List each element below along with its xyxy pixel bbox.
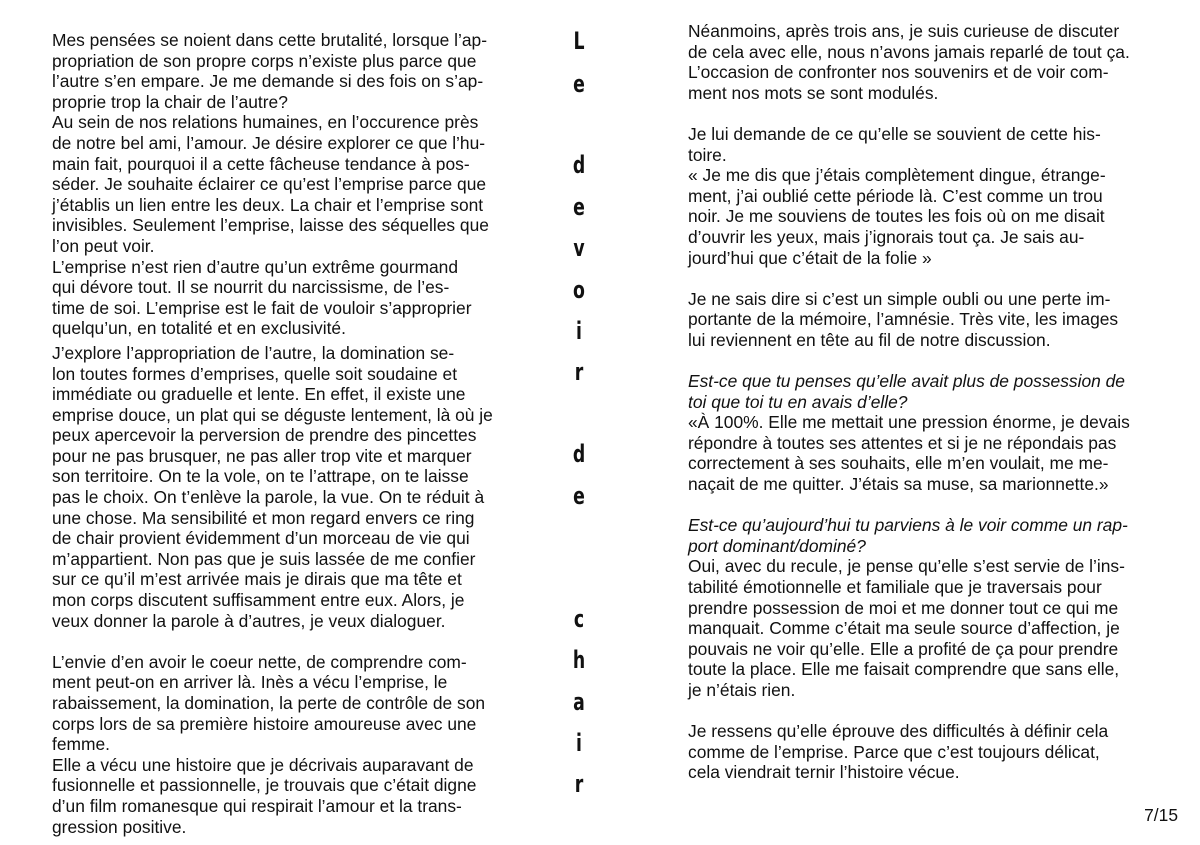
text-line: pour ne pas brusquer, ne pas aller trop vite et marquer	[52, 445, 472, 466]
title-letter: h	[572, 646, 586, 674]
text-line: j’établis un lien entre les deux. La chair et l’emprise sont	[52, 194, 484, 215]
title-letter: e	[573, 70, 585, 98]
title-letter: d	[572, 151, 586, 179]
text-line: time de soi. L’emprise est le fait de vouloir s’approprier	[52, 297, 472, 318]
text-line: veux donner la parole à d’autres, je veux dialoguer.	[52, 610, 446, 631]
text-line: Je ressens qu’elle éprouve des difficultés à définir cela	[688, 721, 1109, 742]
title-letter: i	[576, 317, 582, 345]
text-line: séder. Je souhaite éclairer ce qu’est l’emprise parce que	[52, 174, 487, 195]
title-letter: r	[574, 770, 584, 798]
title-letter: i	[576, 729, 582, 757]
text-line: cela viendrait ternir l’histoire vécue.	[688, 762, 960, 783]
text-line: une chose. Ma sensibilité et mon regard envers ce ring	[52, 507, 475, 528]
text-line: ment peut-on en arriver là. Inès a vécu l’emprise, le	[52, 672, 448, 693]
question-line: Est-ce que tu penses qu’elle avait plus de possession de	[688, 371, 1125, 392]
text-line: proprie trop la chair de l’autre?	[52, 91, 288, 112]
text-line: toute la place. Elle me faisait comprendre que sans elle,	[688, 659, 1120, 680]
text-line: Oui, avec du recule, je pense qu’elle s’est servie de l’ins-	[688, 556, 1125, 577]
title-letter: L	[573, 27, 585, 55]
text-line: «À 100%. Elle me mettait une pression énorme, je devais	[688, 412, 1130, 433]
text-line: Au sein de nos relations humaines, en l’occurence près	[52, 112, 479, 133]
text-line: de chair provient évidemment d’un morceau de vie qui	[52, 528, 470, 549]
title-letter: c	[573, 605, 585, 633]
text-line: jourd’hui que c’était de la folie »	[688, 247, 932, 268]
text-line: m’appartient. Non pas que je suis lassée de me confier	[52, 548, 476, 569]
text-line: Mes pensées se noient dans cette brutalité, lorsque l’ap-	[52, 30, 488, 50]
question-line: port dominant/dominé?	[688, 535, 866, 556]
text-line: immédiate ou graduelle et lente. En effet, il existe une	[52, 384, 466, 405]
text-line: de cela avec elle, nous n’avons jamais reparlé de tout ça.	[688, 41, 1130, 62]
text-line: L’emprise n’est rien d’autre qu’un extrême gourmand	[52, 256, 459, 277]
title-letter: r	[574, 358, 584, 386]
text-line: lui reviennent en tête au fil de notre discussion.	[688, 329, 1051, 350]
text-line: d’un film romanesque qui respirait l’amour et la trans-	[52, 795, 462, 816]
text-line: invisibles. Seulement l’emprise, laisse des séquelles que	[52, 215, 489, 236]
text-line: son territoire. On te la vole, on te l’attrape, on te laisse	[52, 466, 469, 487]
text-line: ment, j’ai oublié cette période là. C’est comme un trou	[688, 185, 1103, 206]
text-line: toire.	[688, 144, 727, 165]
text-line: peux apercevoir la perversion de prendre des pincettes	[52, 425, 477, 446]
text-line: correctement à ses souhaits, elle m’en voulait, me me-	[688, 453, 1109, 474]
text-line: répondre à toutes ses attentes et si je ne répondais pas	[688, 432, 1117, 453]
text-line: ment nos mots se sont modulés.	[688, 82, 939, 103]
text-line: tabilité émotionnelle et familiale que je traversais pour	[688, 577, 1102, 598]
text-line: je n’étais rien.	[688, 680, 796, 700]
text-line: lon toutes formes d’emprises, quelle soit soudaine et	[52, 363, 458, 384]
text-line: prendre possession de moi et me donner tout ce qui me	[688, 597, 1119, 618]
text-line: L’envie d’en avoir le coeur nette, de comprendre com-	[52, 651, 467, 672]
page-number: 7/15	[1144, 805, 1178, 825]
text-line: J’explore l’appropriation de l’autre, la domination se-	[52, 342, 455, 363]
text-line: Je ne sais dire si c’est un simple oubli ou une perte im-	[688, 288, 1111, 309]
text-line: corps lors de sa première histoire amoureuse avec une	[52, 713, 477, 734]
text-line: mon corps discutent suffisamment entre eux. Alors, je	[52, 590, 465, 611]
text-line: de notre bel ami, l’amour. Je désire explorer ce que l’hu-	[52, 132, 486, 153]
title-letter: v	[573, 234, 585, 262]
vertical-title	[566, 28, 592, 828]
text-line: Néanmoins, après trois ans, je suis curieuse de discuter	[688, 21, 1120, 41]
text-line: l’autre s’en empare. Je me demande si des fois on s’ap-	[52, 71, 484, 92]
text-line: manquait. Comme c’était ma seule source d’affection, je	[688, 618, 1120, 639]
text-line: L’occasion de confronter nos souvenirs et de voir com-	[688, 62, 1109, 83]
title-letter: a	[573, 688, 585, 716]
text-line: rabaissement, la domination, la perte de contrôle de son	[52, 693, 486, 713]
text-line: fusionnelle et passionnelle, je trouvais que c’était digne	[52, 775, 477, 796]
text-line: gression positive.	[52, 816, 187, 837]
question-line: toi que toi tu en avais d’elle?	[688, 391, 908, 412]
text-line: « Je me dis que j’étais complètement dingue, étrange-	[688, 165, 1106, 186]
text-line: pas le choix. On t’enlève la parole, la vue. On te réduit à	[52, 487, 485, 508]
text-line: quelqu’un, en totalité et en exclusivité.	[52, 318, 346, 339]
text-line: qui dévore tout. Il se nourrit du narcissisme, de l’es-	[52, 277, 450, 298]
text-line: Elle a vécu une histoire que je décrivais auparavant de	[52, 754, 474, 775]
text-line: noir. Je me souviens de toutes les fois où on me disait	[688, 206, 1105, 227]
text-line: propriation de son propre corps n’existe plus parce que	[52, 50, 477, 71]
title-letter: d	[572, 440, 586, 468]
question-line: Est-ce qu’aujourd’hui tu parviens à le voir comme un rap-	[688, 515, 1128, 536]
text-line: Je lui demande de ce qu’elle se souvient de cette his-	[688, 123, 1101, 144]
title-letter: e	[573, 193, 585, 221]
text-line: portante de la mémoire, l’amnésie. Très vite, les images	[688, 309, 1119, 330]
text-line: d’ouvrir les yeux, mais j’ignorais tout ça. Je sais au-	[688, 226, 1085, 247]
text-line: l’on peut voir.	[52, 235, 155, 256]
text-line: femme.	[52, 734, 110, 755]
text-line: sur ce qu’il m’est arrivée mais je dirais que ma tête et	[52, 569, 462, 590]
text-line: main fait, pourquoi il a cette fâcheuse tendance à pos-	[52, 153, 470, 174]
title-letter: e	[573, 482, 585, 510]
text-line: pouvais ne voir qu’elle. Elle a profité de ça pour prendre	[688, 638, 1119, 659]
left-text-column	[52, 30, 542, 837]
text-line: emprise douce, un plat qui se déguste lentement, là où je	[52, 404, 493, 425]
text-line: naçait de me quitter. J’étais sa muse, sa marionnette.»	[688, 474, 1109, 495]
right-text-column	[688, 21, 1168, 783]
text-line: comme de l’emprise. Parce que c’est toujours délicat,	[688, 741, 1100, 762]
title-letter: o	[573, 276, 585, 304]
